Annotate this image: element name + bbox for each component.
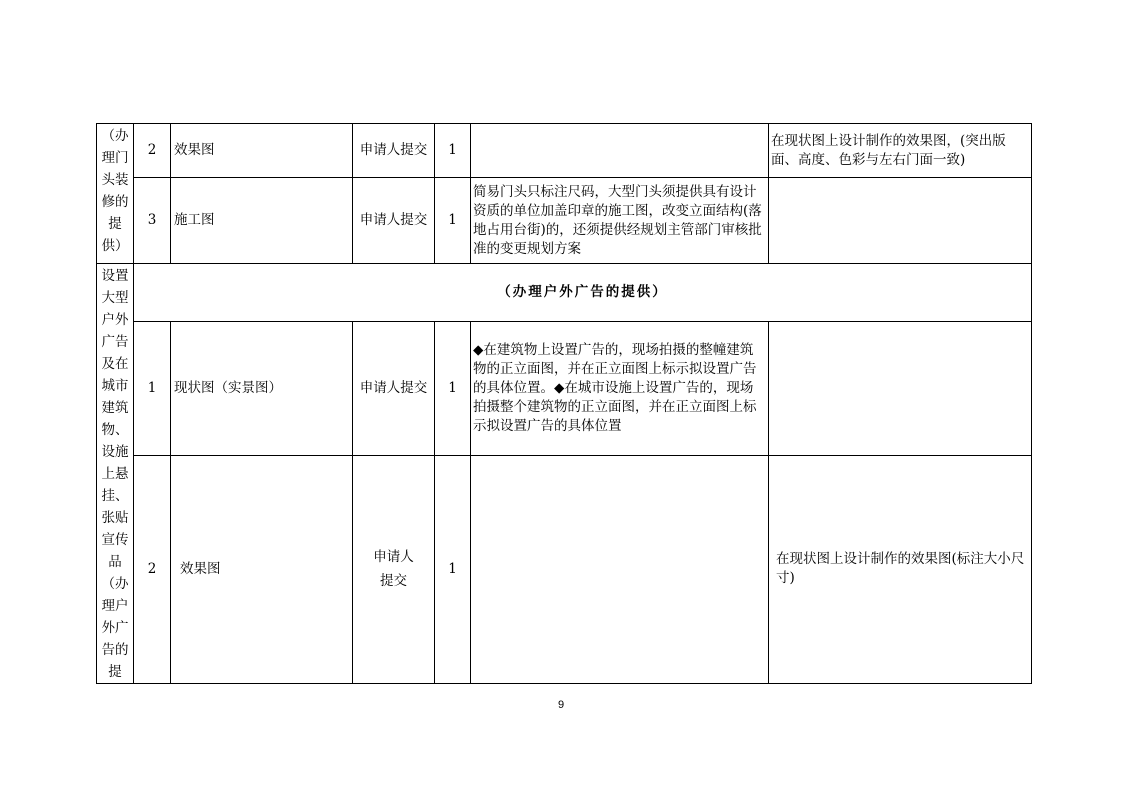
- material-requirements: 简易门头只标注尺码，大型门头须提供具有设计资质的单位加盖印章的施工图，改变立面结构(落地占用台街)的，还须提供经规划主管部门审核批准的变更规划方案: [471, 178, 769, 264]
- row-number: 2: [134, 455, 171, 683]
- materials-table: [96, 123, 1032, 684]
- table-row: [97, 178, 1032, 264]
- material-quantity: 1: [435, 455, 471, 683]
- material-note: [769, 322, 1032, 455]
- page-number: 9: [557, 699, 565, 711]
- material-quantity: 1: [435, 178, 471, 264]
- material-name: 施工图: [171, 178, 353, 264]
- section-title: （办理户外广告的提供）: [134, 264, 1032, 322]
- material-source: 申请人提交: [353, 322, 435, 455]
- table-row: [97, 124, 1032, 178]
- category-b-label: 设置 大型 户外 广告 及在 城市 建筑 物、 设施 上悬 挂、 张贴 宣传 品 （办 理户 外广 告的 提: [97, 264, 134, 684]
- material-name: 效果图: [171, 124, 353, 178]
- material-requirements: ◆在建筑物上设置广告的，现场拍摄的整幢建筑物的正立面图，并在正立面图上标示拟设置广告的具体位置。◆在城市设施上设置广告的，现场拍摄整个建筑物的正立面图，并在正立面图上标示拟设置广告的具体位置: [471, 322, 769, 455]
- table-row: [97, 322, 1032, 455]
- material-note: 在现状图上设计制作的效果图，(突出版面、高度、色彩与左右门面一致): [769, 124, 1032, 178]
- material-name: 现状图（实景图）: [171, 322, 353, 455]
- material-source: 申请人提交: [353, 124, 435, 178]
- material-note: 在现状图上设计制作的效果图(标注大小尺寸): [769, 455, 1032, 683]
- material-requirements: [471, 124, 769, 178]
- table-row: [97, 455, 1032, 683]
- material-quantity: 1: [435, 124, 471, 178]
- material-quantity: 1: [435, 322, 471, 455]
- material-requirements: [471, 455, 769, 683]
- row-number: 1: [134, 322, 171, 455]
- material-source: 申请人提交: [353, 455, 435, 683]
- category-a-label: （办 理门 头装 修的 提 供）: [97, 124, 134, 264]
- material-note: [769, 178, 1032, 264]
- material-source: 申请人提交: [353, 178, 435, 264]
- row-number: 2: [134, 124, 171, 178]
- row-number: 3: [134, 178, 171, 264]
- section-row: [97, 264, 1032, 322]
- material-name: 效果图: [171, 455, 353, 683]
